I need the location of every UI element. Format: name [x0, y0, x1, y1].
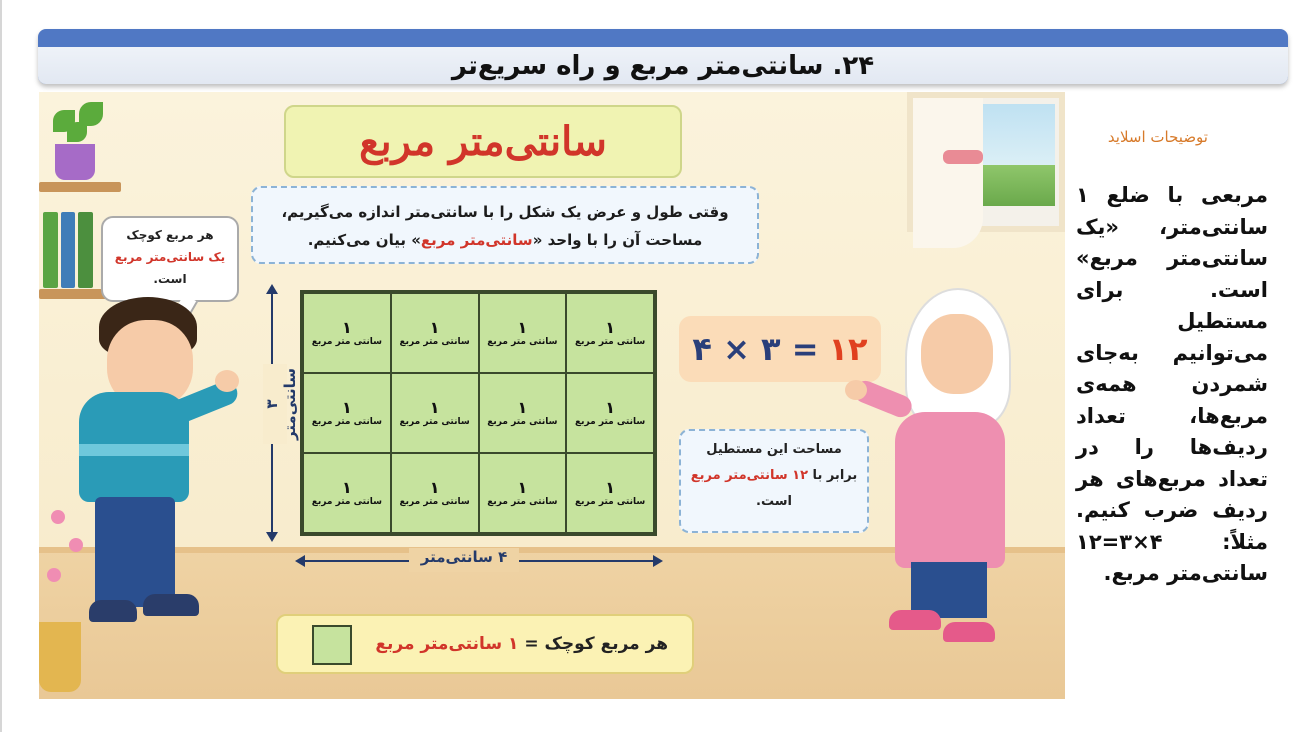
cell-number: ۱	[517, 398, 528, 417]
cell-number: ۱	[605, 478, 615, 497]
info-text: برابر با	[808, 468, 858, 483]
unit-square-cell	[303, 453, 391, 533]
wall-shelf	[39, 182, 121, 192]
cell-unit: سانتی متر مربع	[311, 417, 382, 427]
bubble-line-3: است.	[153, 272, 187, 286]
intro-text: مساحت آن را با واحد «	[532, 231, 703, 249]
boy-hand	[215, 370, 239, 392]
cell-unit: سانتی متر مربع	[487, 417, 558, 427]
legend-box	[276, 614, 694, 674]
girl-shoe	[889, 610, 941, 630]
speech-bubble	[101, 216, 239, 302]
cell-number: ۱	[341, 318, 352, 337]
girl-shoe	[943, 622, 995, 642]
slide-edge	[0, 0, 2, 732]
unit-square-cell	[391, 293, 479, 373]
legend-label: هر مربع کوچک =	[518, 634, 668, 654]
slide-header-band	[38, 47, 1288, 84]
plant-leaf	[67, 122, 87, 142]
cell-number: ۱	[429, 398, 440, 417]
unit-square-cell	[566, 373, 654, 453]
unit-square-cell	[479, 293, 567, 373]
curtain-tie	[943, 150, 983, 164]
unit-square-cell	[303, 293, 391, 373]
unit-square-cell	[566, 453, 654, 533]
info-line-3: است.	[756, 494, 792, 509]
lesson-title-card	[284, 105, 682, 178]
equation-card	[679, 316, 881, 382]
intro-highlight: سانتی‌متر مربع	[420, 231, 533, 249]
plant-pot	[55, 144, 95, 180]
boy-shirt-stripe	[79, 444, 189, 456]
notes-body: مربعی با ضلع ۱ سانتی‌متر، «یک سانتی‌متر مربع» است. برای مستطیل می‌توانیم به‌جای شمردن همه‌ی مربع‌ها، تعداد ردیف‌ها را در تعداد مربع‌های هر ردیف ضرب کنیم. مثلاً: ۴×۳=۱۲ سانتی‌متر مربع.	[1076, 183, 1268, 585]
bubble-line-2: یک سانتی‌متر مربع	[114, 250, 226, 264]
cell-number: ۱	[605, 318, 615, 337]
legend-highlight: ۱ سانتی‌متر مربع	[375, 634, 519, 654]
cell-number: ۱	[341, 478, 352, 497]
info-line-2	[681, 463, 867, 489]
slide-header	[38, 29, 1288, 84]
slide-title: ۲۴. سانتی‌متر مربع و راه سریع‌تر	[451, 50, 875, 81]
wall-shelf-lower	[39, 289, 109, 299]
flower	[51, 510, 65, 524]
unit-square-cell	[391, 453, 479, 533]
info-line-1: مساحت این مستطیل	[706, 442, 842, 457]
notes-title: توضیحات اسلاید	[1107, 128, 1208, 146]
curtain	[913, 98, 983, 248]
intro-line-1: وقتی طول و عرض یک شکل را با سانتی‌متر اندازه می‌گیریم،	[281, 203, 729, 221]
cell-unit: سانتی متر مربع	[399, 417, 470, 427]
height-label: ۳ سانتی‌متر	[263, 364, 287, 444]
cell-number: ۱	[605, 398, 615, 417]
books	[43, 212, 93, 288]
cell-unit: سانتی متر مربع	[311, 497, 382, 507]
slide-illustration	[39, 92, 1065, 699]
cell-number: ۱	[429, 318, 440, 337]
unit-square-grid	[300, 290, 657, 536]
boy-shoe	[143, 594, 199, 616]
cell-number: ۱	[517, 478, 528, 497]
bubble-line-1: هر مربع کوچک	[126, 228, 214, 242]
lesson-title: سانتی‌متر مربع	[359, 118, 607, 165]
cell-unit: سانتی متر مربع	[487, 497, 558, 507]
unit-square-cell	[479, 453, 567, 533]
girl-coat	[895, 412, 1005, 568]
girl-face	[921, 314, 993, 394]
cell-unit: سانتی متر مربع	[575, 417, 646, 427]
boy-pants	[95, 497, 175, 607]
flower-pot	[39, 622, 81, 692]
window	[907, 92, 1065, 232]
girl-hand	[845, 380, 867, 400]
flower	[69, 538, 83, 552]
cell-number: ۱	[429, 478, 440, 497]
equation-result: ۱۲	[828, 330, 868, 368]
boy-shoe	[89, 600, 137, 622]
cell-unit: سانتی متر مربع	[399, 497, 470, 507]
flower	[47, 568, 61, 582]
unit-square-cell	[566, 293, 654, 373]
cell-unit: سانتی متر مربع	[575, 337, 646, 347]
intro-box	[251, 186, 759, 264]
cell-number: ۱	[341, 398, 352, 417]
unit-square-cell	[303, 373, 391, 453]
cell-unit: سانتی متر مربع	[399, 337, 470, 347]
area-info-card	[679, 429, 869, 533]
unit-square-cell	[391, 373, 479, 453]
intro-text: » بیان می‌کنیم.	[307, 231, 421, 249]
cell-unit: سانتی متر مربع	[311, 337, 382, 347]
cell-number: ۱	[517, 318, 528, 337]
unit-square-cell	[479, 373, 567, 453]
intro-line-2	[271, 226, 739, 254]
cell-unit: سانتی متر مربع	[575, 497, 646, 507]
equation-lhs: ۴ × ۳ =	[692, 330, 819, 368]
info-highlight: ۱۲ سانتی‌متر مربع	[690, 468, 809, 483]
legend-square-icon	[312, 625, 352, 665]
cell-unit: سانتی متر مربع	[487, 337, 558, 347]
legend-text	[375, 634, 668, 654]
width-label: ۴ سانتی‌متر	[409, 548, 519, 572]
